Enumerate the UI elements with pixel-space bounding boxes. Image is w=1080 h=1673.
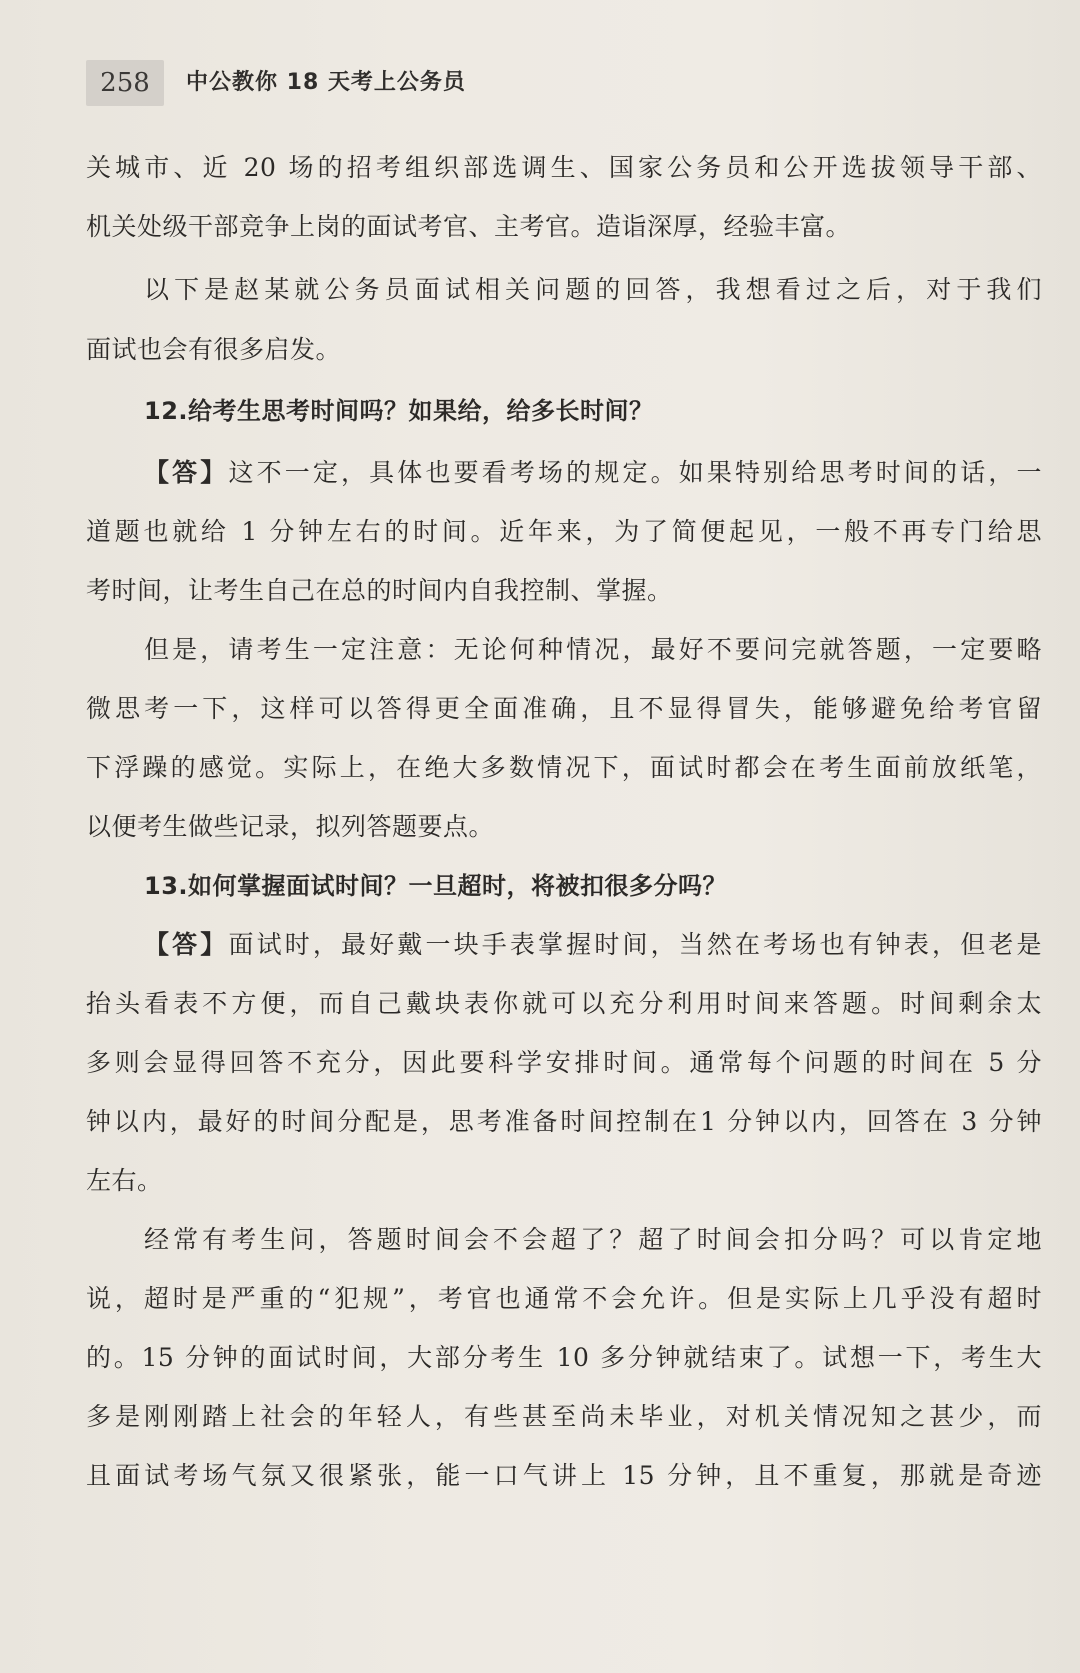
text-line: 微思考一下，这样可以答得更全面准确，且不显得冒失，能够避免给考官留 <box>86 694 1042 723</box>
answer-line <box>144 453 1042 493</box>
text-line: 左右。 <box>86 1166 163 1195</box>
answer-text: 这不一定，具体也要看考场的规定。如果特别给思考时间的话，一 <box>228 458 1042 487</box>
text-line: 机关处级干部竞争上岗的面试考官、主考官。造诣深厚，经验丰富。 <box>86 212 852 241</box>
page-number: 258 <box>86 60 164 106</box>
text-line: 考时间，让考生自己在总的时间内自我控制、掌握。 <box>86 576 673 605</box>
answer-line <box>144 925 1042 965</box>
text-line: 且面试考场气氛又很紧张，能一口气讲上 15 分钟，且不重复，那就是奇迹 <box>86 1461 1042 1490</box>
text-line: 钟以内，最好的时间分配是，思考准备时间控制在1 分钟以内，回答在 3 分钟 <box>86 1107 1042 1136</box>
text-line: 面试也会有很多启发。 <box>86 335 342 364</box>
answer-tag: 【答】 <box>144 930 229 959</box>
text-line: 说，超时是严重的“犯规”，考官也通常不会允许。但是实际上几乎没有超时 <box>86 1284 1042 1313</box>
answer-text: 面试时，最好戴一块手表掌握时间，当然在考场也有钟表，但老是 <box>228 930 1042 959</box>
text-line: 以下是赵某就公务员面试相关问题的回答，我想看过之后，对于我们 <box>144 275 1042 304</box>
text-line: 的。15 分钟的面试时间，大部分考生 10 多分钟就结束了。试想一下，考生大 <box>86 1343 1042 1372</box>
book-title: 中公教你 18 天考上公务员 <box>186 70 466 95</box>
text-line: 以便考生做些记录，拟列答题要点。 <box>86 812 495 841</box>
text-line: 多则会显得回答不充分，因此要科学安排时间。通常每个问题的时间在 5 分 <box>86 1048 1042 1077</box>
question-heading: 12.给考生思考时间吗？如果给，给多长时间？ <box>144 397 654 425</box>
page-header <box>86 60 1046 106</box>
text-line: 下浮躁的感觉。实际上，在绝大多数情况下，面试时都会在考生面前放纸笔， <box>86 753 1042 782</box>
text-line: 道题也就给 1 分钟左右的时间。近年来，为了简便起见，一般不再专门给思 <box>86 517 1042 546</box>
text-line: 关城市、近 20 场的招考组织部选调生、国家公务员和公开选拔领导干部、 <box>86 153 1042 182</box>
question-heading: 13.如何掌握面试时间？一旦超时，将被扣很多分吗？ <box>144 872 728 900</box>
text-line: 抬头看表不方便，而自己戴块表你就可以充分利用时间来答题。时间剩余太 <box>86 989 1042 1018</box>
text-line: 经常有考生问，答题时间会不会超了？超了时间会扣分吗？可以肯定地 <box>144 1225 1042 1254</box>
answer-tag: 【答】 <box>144 458 229 487</box>
text-line: 但是，请考生一定注意：无论何种情况，最好不要问完就答题，一定要略 <box>144 635 1042 664</box>
text-line: 多是刚刚踏上社会的年轻人，有些甚至尚未毕业，对机关情况知之甚少，而 <box>86 1402 1042 1431</box>
